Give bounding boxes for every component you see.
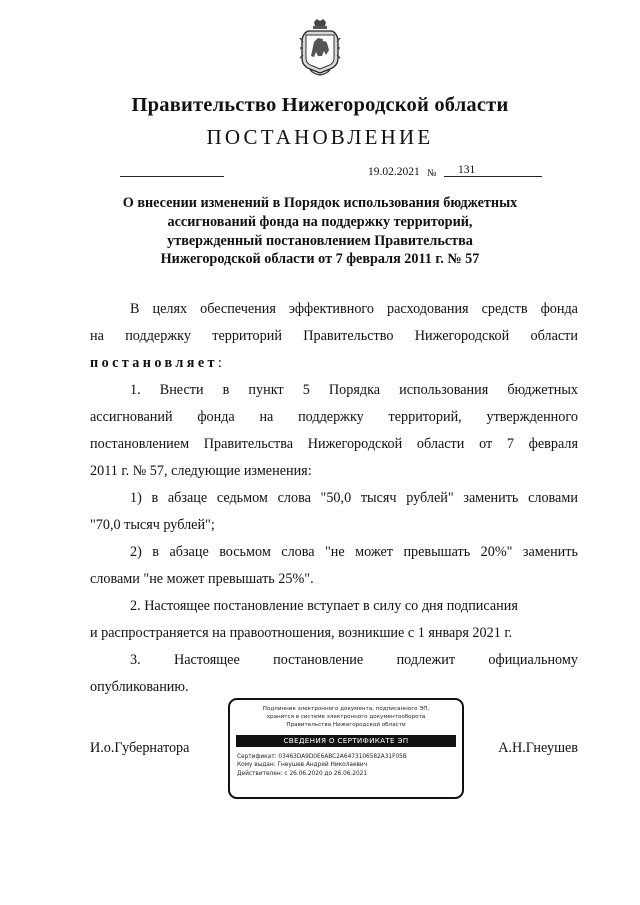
body-word: области (416, 436, 465, 452)
certificate-validity: Действителен: с 26.06.2020 до 26.06.2021 (237, 770, 368, 777)
body-word: заменить (522, 544, 578, 560)
document-type: ПОСТАНОВЛЕНИЕ (206, 125, 434, 149)
document-body (90, 296, 578, 701)
body-word: тысяч (360, 490, 397, 506)
document-date: 19.02.2021 (368, 166, 420, 178)
body-word: превышать (403, 544, 471, 560)
coat-of-arms-emblem (296, 18, 344, 76)
signer-name: А.Н.Гнеушев (498, 740, 578, 756)
body-line-2 (90, 323, 578, 350)
subject-line: утвержденный постановлением Правительства (167, 232, 473, 249)
body-line-15: опубликованию. (90, 679, 189, 695)
body-word: может (355, 544, 393, 560)
body-word: на (90, 328, 104, 344)
signer-title: И.о.Губернатора (90, 740, 190, 756)
body-word: фонда (540, 301, 578, 317)
stamp-header: СВЕДЕНИЯ О СЕРТИФИКАТЕ ЭП (236, 735, 456, 747)
body-word: бюджетных (507, 382, 578, 398)
body-line-1 (90, 296, 578, 323)
body-word: 3. (130, 652, 141, 668)
body-word: на (259, 409, 274, 425)
body-word: Нижегородской (307, 436, 403, 452)
body-word: пункт (248, 382, 284, 398)
body-word: слова (277, 490, 311, 506)
body-word: 5 (302, 382, 310, 398)
body-line-3: постановляет : (90, 350, 578, 377)
body-word: слова (281, 544, 315, 560)
body-word: в (151, 490, 159, 506)
subject-line: Нижегородской области от 7 февраля 2011 г. № 57 (160, 251, 480, 268)
body-word: Нижегородской (414, 328, 510, 344)
body-word: абзаце (167, 490, 208, 506)
body-word: постановление (273, 652, 364, 668)
stamp-note: Подлинник электронного документа, подписанного ЭП, хранится в системе электронного документооборота Правительства Нижегородской области (262, 706, 430, 728)
body-word: "50,0 (320, 490, 352, 506)
body-word: территорий, (388, 409, 462, 425)
body-line-4 (90, 377, 578, 404)
organization-name: Правительство Нижегородской области (131, 94, 509, 116)
body-word: "не (325, 544, 345, 560)
body-word: официальному (488, 652, 578, 668)
body-word: 1) (130, 490, 142, 506)
body-word: 2) (130, 544, 142, 560)
body-word: Внести (159, 382, 204, 398)
body-word: территорий (212, 328, 282, 344)
subject-line: О внесении изменений в Порядок использования бюджетных (122, 195, 518, 211)
left-blank-line (120, 176, 224, 177)
body-word: седьмом (216, 490, 268, 506)
document-number: 131 (458, 164, 476, 176)
body-line-5 (90, 404, 578, 431)
body-word: области (530, 328, 578, 344)
body-word: рублей" (406, 490, 454, 506)
body-word: постановлением (90, 436, 190, 452)
body-word: Правительство (303, 328, 394, 344)
body-word: от (479, 436, 493, 452)
body-word: использования (399, 382, 489, 398)
body-word: Порядка (328, 382, 381, 398)
body-word: фонда (197, 409, 235, 425)
body-word: Правительства (203, 436, 294, 452)
body-word: Настоящее (174, 652, 240, 668)
electronic-signature-stamp (228, 698, 464, 799)
body-line-12: 2. Настоящее постановление вступает в силу со дня подписания (130, 598, 518, 614)
body-word: словами (528, 490, 578, 506)
body-word: в (152, 544, 159, 560)
body-word: февраля (528, 436, 578, 452)
body-word: расходования (387, 301, 469, 317)
body-line-11: словами "не может превышать 25%". (90, 571, 314, 587)
body-word: абзаце (169, 544, 209, 560)
number-underline (444, 176, 542, 177)
body-word: поддержку (125, 328, 191, 344)
certificate-id: Сертификат: 03463DA9D0E6ABC2A6473106582A31F05B (237, 754, 407, 760)
body-word: эффективного (288, 301, 374, 317)
body-line-8 (90, 485, 578, 512)
body-word: заменить (463, 490, 519, 506)
body-word: в (222, 382, 230, 398)
decree-word: постановляет (90, 355, 218, 371)
body-word: 7 (506, 436, 514, 452)
body-word: средств (481, 301, 528, 317)
body-word: поддержку (298, 409, 364, 425)
body-line-7: 2011 г. № 57, следующие изменения: (90, 463, 312, 479)
body-line-9: "70,0 тысяч рублей"; (90, 517, 215, 533)
body-word: утвержденного (486, 409, 578, 425)
body-word: восьмом (219, 544, 271, 560)
document-subject (90, 194, 550, 269)
body-word: целях (152, 301, 188, 317)
body-word: 1. (130, 382, 141, 398)
subject-line: ассигнований фонда на поддержку территорий, (167, 213, 473, 230)
body-line-10 (90, 539, 578, 566)
body-word: подлежит (396, 652, 456, 668)
certificate-owner: Кому выдан: Гнеушев Андрей Николаевич (237, 762, 368, 769)
body-line-13: и распространяется на правоотношения, возникшие с 1 января 2021 г. (90, 625, 513, 641)
body-word: обеспечения (200, 301, 276, 317)
body-word: В (130, 301, 140, 317)
stamp-details (237, 753, 462, 778)
body-line-6 (90, 431, 578, 458)
body-word: 20%" (480, 544, 513, 560)
body-word: ассигнований (90, 409, 173, 425)
number-sign: № (427, 168, 437, 179)
body-line-14 (90, 647, 578, 674)
